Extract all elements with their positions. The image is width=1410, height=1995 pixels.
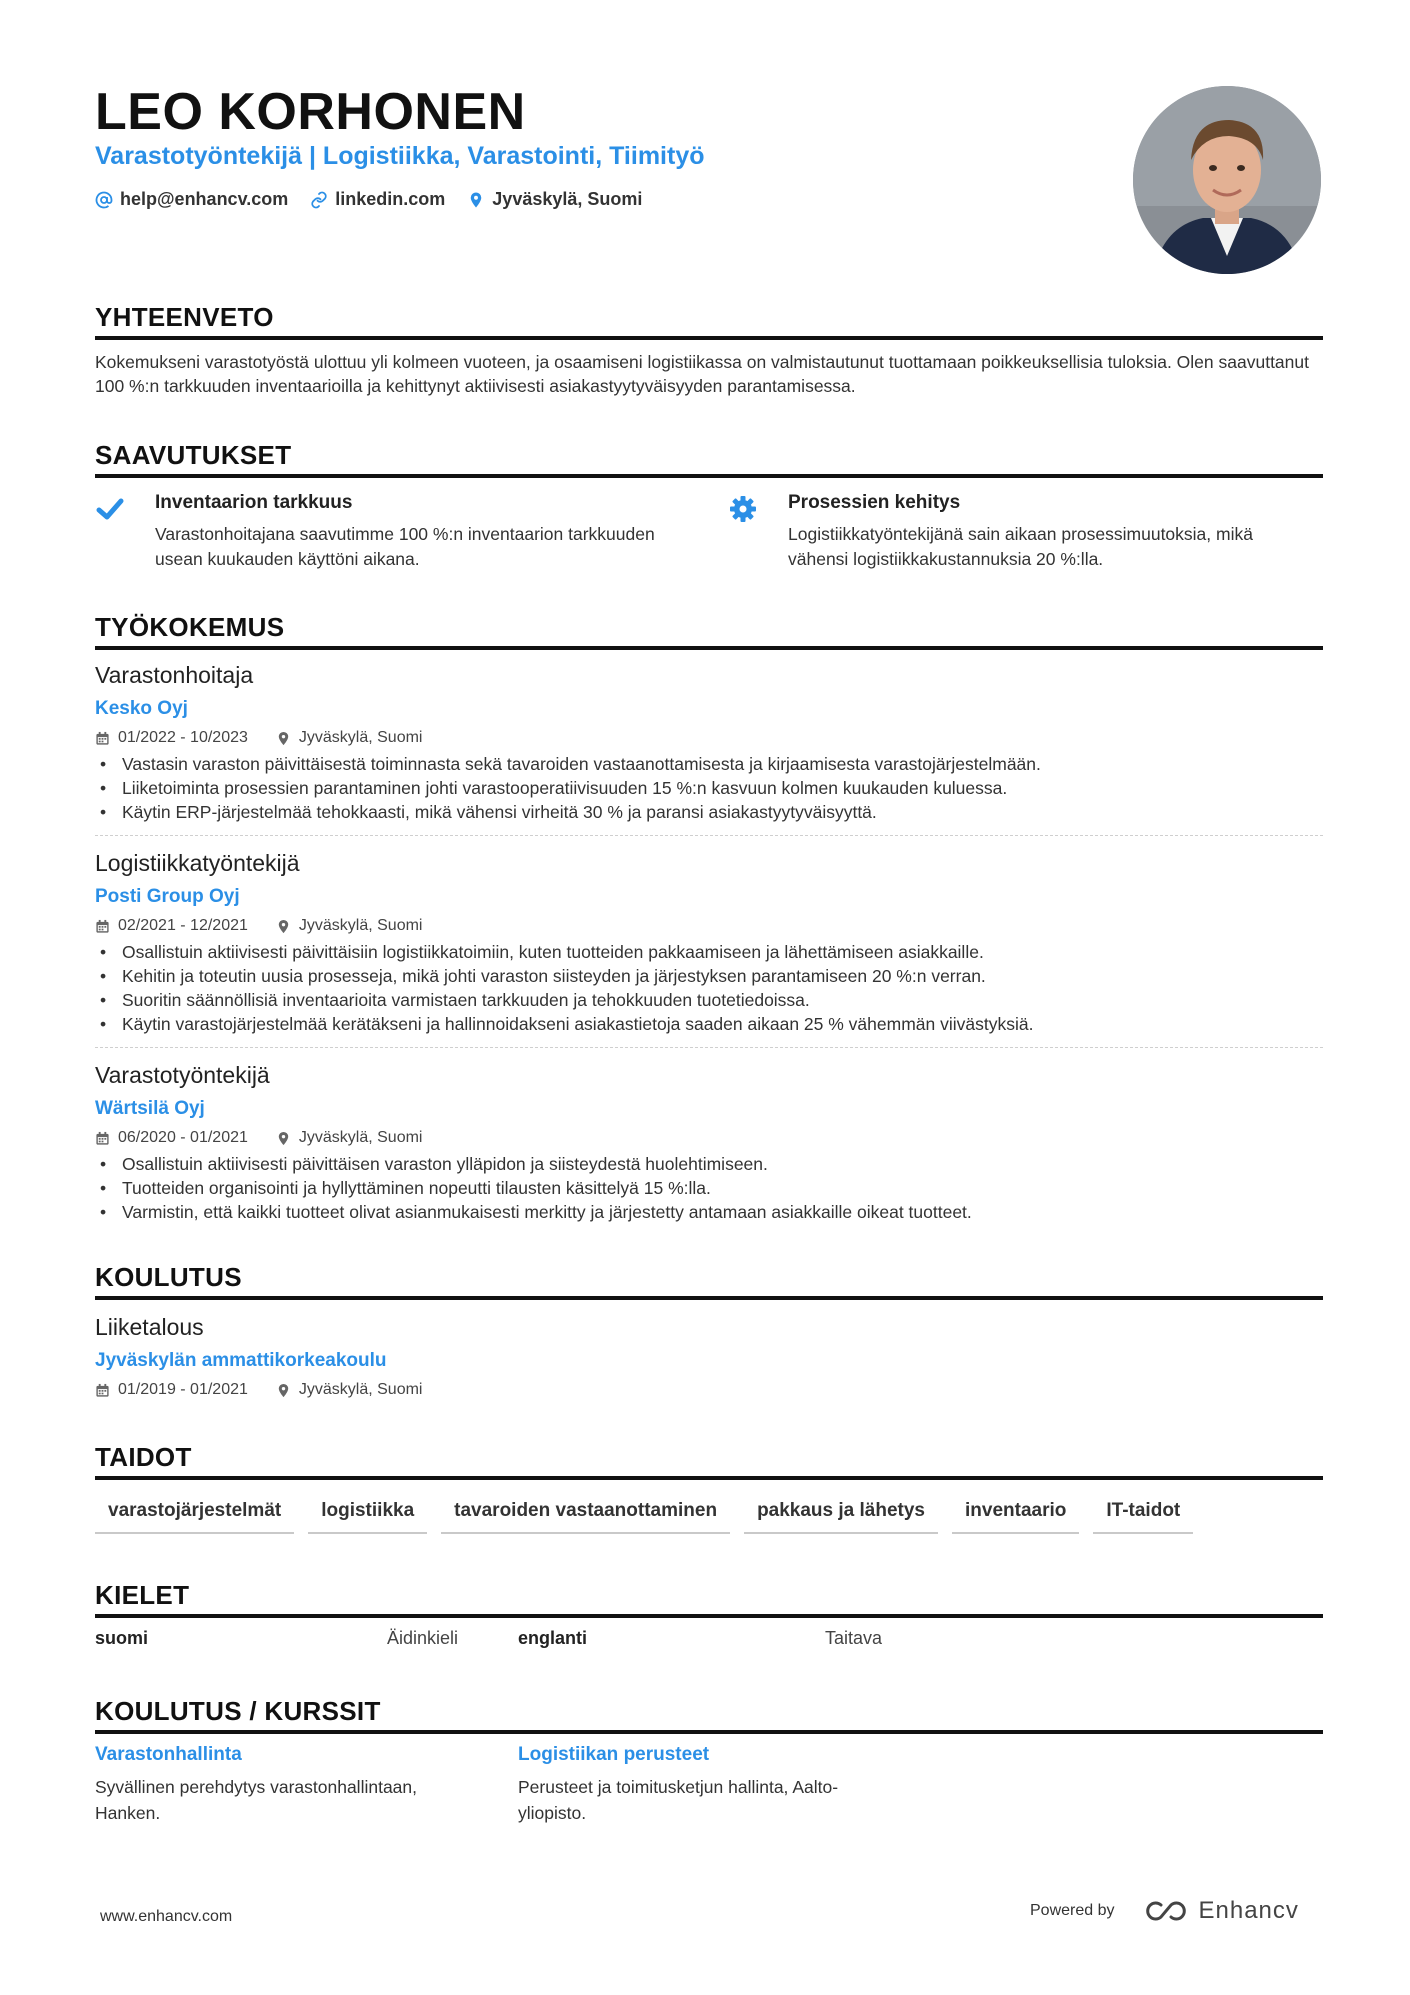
skills-heading: TAIDOT bbox=[95, 1442, 192, 1472]
skill-tag: logistiikka bbox=[308, 1500, 427, 1534]
brand-name: Enhancv bbox=[1198, 1897, 1299, 1924]
job-bullet: • Varmistin, että kaikki tuotteet olivat asianmukaisesti merkitty ja järjestetty antamaan asiakkaille oikeat tuotteet. bbox=[95, 1200, 1315, 1224]
education-meta bbox=[95, 1381, 422, 1399]
job-dates-text: 01/2022 - 10/2023 bbox=[118, 729, 248, 746]
brand-logo[interactable] bbox=[1143, 1897, 1299, 1925]
courses-heading: KOULUTUS / KURSSIT bbox=[95, 1696, 381, 1726]
course-description: Perusteet ja toimitusketjun hallinta, Aalto-yliopisto. bbox=[518, 1777, 839, 1823]
headline: Varastotyöntekijä | Logistiikka, Varastointi, Tiimityö bbox=[95, 142, 705, 170]
achievements-divider bbox=[95, 474, 1323, 478]
job-bullet: • Käytin varastojärjestelmää kerätäkseni ja hallinnoidakseni asiakastietoja saaden aikaan 25 % vähemmän viivästyksiä. bbox=[95, 1012, 1315, 1036]
job-bullet: • Vastasin varaston päivittäisestä toiminnasta sekä tavaroiden vastaanottamisesta ja kirjaamisesta varastojärjestelmään. bbox=[95, 752, 1315, 776]
job-location bbox=[276, 729, 423, 747]
contact-linkedin[interactable] bbox=[310, 189, 445, 210]
skill-tag: inventaario bbox=[952, 1500, 1079, 1534]
email-text: help@enhancv.com bbox=[120, 189, 289, 209]
skills-list bbox=[95, 1500, 1193, 1534]
job-dates bbox=[95, 729, 248, 747]
skill-tag: tavaroiden vastaanottaminen bbox=[441, 1500, 730, 1534]
location-text: Jyväskylä, Suomi bbox=[492, 189, 643, 209]
achievement-title: Inventaarion tarkkuus bbox=[155, 492, 353, 513]
job-location bbox=[276, 1129, 423, 1147]
job-meta bbox=[95, 729, 422, 747]
summary-text: Kokemukseni varastotyöstä ulottuu yli kolmeen vuoteen, ja osaamiseni logistiikassa on valmistautunut tuottamaan poikkeuksellisia tuloksia. Olen saavuttanut 100 %:n tarkkuuden inventaarioilla ja kehittynyt aktiivisesti asiakastyytyväisyyden parantamisessa. bbox=[95, 352, 1309, 396]
contact-email[interactable] bbox=[95, 189, 288, 210]
company-name: Wärtsilä Oyj bbox=[95, 1098, 205, 1119]
job-meta bbox=[95, 917, 422, 935]
job-separator bbox=[95, 835, 1323, 836]
link-icon bbox=[310, 191, 328, 209]
contact-location bbox=[467, 189, 642, 210]
job-title: Logistiikkatyöntekijä bbox=[95, 850, 300, 876]
location-pin-icon bbox=[467, 191, 485, 209]
summary-heading: YHTEENVETO bbox=[95, 302, 274, 332]
company-name: Kesko Oyj bbox=[95, 698, 188, 719]
languages-divider bbox=[95, 1614, 1323, 1618]
job-bullet: • Osallistuin aktiivisesti päivittäisiin logistiikkatoimiin, kuten tuotteiden pakkaamiseen ja lähettämiseen asiakkaille. bbox=[95, 940, 1315, 964]
calendar-icon bbox=[95, 919, 110, 934]
job-location-text: Jyväskylä, Suomi bbox=[298, 917, 423, 934]
summary-divider bbox=[95, 336, 1323, 340]
skills-divider bbox=[95, 1476, 1323, 1480]
contact-row bbox=[95, 189, 642, 210]
footer-website[interactable]: www.enhancv.com bbox=[100, 1908, 233, 1925]
education-heading: KOULUTUS bbox=[95, 1262, 242, 1292]
calendar-icon bbox=[95, 1383, 110, 1398]
education-dates bbox=[95, 1381, 248, 1399]
calendar-icon bbox=[95, 731, 110, 746]
gear-icon bbox=[728, 494, 758, 524]
skill-tag: varastojärjestelmät bbox=[95, 1500, 294, 1534]
job-bullet: • Osallistuin aktiivisesti päivittäisen varaston ylläpidon ja siisteydestä huolehtimiseen. bbox=[95, 1152, 1315, 1176]
job-title: Varastotyöntekijä bbox=[95, 1062, 270, 1088]
job-dates-text: 02/2021 - 12/2021 bbox=[118, 917, 248, 934]
job-title: Varastonhoitaja bbox=[95, 662, 254, 688]
job-bullet: • Tuotteiden organisointi ja hyllyttäminen nopeutti tilausten käsittelyä 15 %:lla. bbox=[95, 1176, 1315, 1200]
job-bullet: • Suoritin säännöllisiä inventaarioita varmistaen tarkkuuden ja tehokkuuden tuotetiedoissa. bbox=[95, 988, 1315, 1012]
footer-branding bbox=[1030, 1897, 1299, 1925]
avatar bbox=[1133, 86, 1321, 274]
achievement-title: Prosessien kehitys bbox=[788, 492, 961, 513]
experience-heading: TYÖKOKEMUS bbox=[95, 612, 285, 642]
location-pin-icon bbox=[276, 1131, 291, 1146]
achievement-description: Varastonhoitajana saavutimme 100 %:n inventaarion tarkkuuden usean kuukauden käyttöni aikana. bbox=[155, 524, 655, 569]
course-description: Syvällinen perehdytys varastonhallintaan, Hanken. bbox=[95, 1777, 417, 1823]
job-location-text: Jyväskylä, Suomi bbox=[298, 1129, 423, 1146]
job-location bbox=[276, 917, 423, 935]
course-title: Varastonhallinta bbox=[95, 1744, 242, 1765]
achievement-description: Logistiikkatyöntekijänä sain aikaan prosessimuutoksia, mikä vähensi logistiikkakustannuksia 20 %:lla. bbox=[788, 524, 1253, 569]
language-name: suomi bbox=[95, 1628, 149, 1648]
language-level: Äidinkieli bbox=[387, 1628, 459, 1648]
enhancv-logo-icon bbox=[1143, 1899, 1189, 1923]
job-bullets bbox=[95, 940, 1315, 1036]
course-title: Logistiikan perusteet bbox=[518, 1744, 710, 1765]
job-separator bbox=[95, 1047, 1323, 1048]
location-pin-icon bbox=[276, 731, 291, 746]
languages-heading: KIELET bbox=[95, 1580, 190, 1610]
job-bullet: • Käytin ERP-järjestelmää tehokkaasti, mikä vähensi virheitä 30 % ja paransi asiakastyytyväisyyttä. bbox=[95, 800, 1315, 824]
location-pin-icon bbox=[276, 919, 291, 934]
job-meta bbox=[95, 1129, 422, 1147]
job-dates bbox=[95, 917, 248, 935]
education-dates-text: 01/2019 - 01/2021 bbox=[118, 1381, 248, 1398]
education-location bbox=[276, 1381, 423, 1399]
company-name: Posti Group Oyj bbox=[95, 886, 240, 907]
job-dates bbox=[95, 1129, 248, 1147]
job-dates-text: 06/2020 - 01/2021 bbox=[118, 1129, 248, 1146]
skill-tag: pakkaus ja lähetys bbox=[744, 1500, 938, 1534]
job-bullets bbox=[95, 1152, 1315, 1224]
job-bullet: • Kehitin ja toteutin uusia prosesseja, mikä johti varaston siisteyden ja järjestyksen parantamiseen 20 %:n verran. bbox=[95, 964, 1315, 988]
experience-divider bbox=[95, 646, 1323, 650]
powered-by-label: Powered by bbox=[1030, 1902, 1115, 1919]
location-pin-icon bbox=[276, 1383, 291, 1398]
job-bullet: • Liiketoiminta prosessien parantaminen johti varastooperatiivisuuden 15 %:n kasvuun kolmen kuukauden kuluessa. bbox=[95, 776, 1315, 800]
skill-tag: IT-taidot bbox=[1093, 1500, 1193, 1534]
language-level: Taitava bbox=[825, 1628, 883, 1648]
achievements-heading: SAAVUTUKSET bbox=[95, 440, 292, 470]
candidate-name: LEO KORHONEN bbox=[95, 83, 526, 141]
education-location-text: Jyväskylä, Suomi bbox=[298, 1381, 423, 1398]
education-divider bbox=[95, 1296, 1323, 1300]
language-name: englanti bbox=[518, 1628, 588, 1648]
calendar-icon bbox=[95, 1131, 110, 1146]
courses-divider bbox=[95, 1730, 1323, 1734]
school-name: Jyväskylän ammattikorkeakoulu bbox=[95, 1350, 387, 1371]
at-sign-icon bbox=[95, 191, 113, 209]
checkmark-icon bbox=[95, 494, 125, 524]
job-location-text: Jyväskylä, Suomi bbox=[298, 729, 423, 746]
job-bullets bbox=[95, 752, 1315, 824]
linkedin-text: linkedin.com bbox=[335, 189, 446, 209]
degree-title: Liiketalous bbox=[95, 1314, 204, 1340]
